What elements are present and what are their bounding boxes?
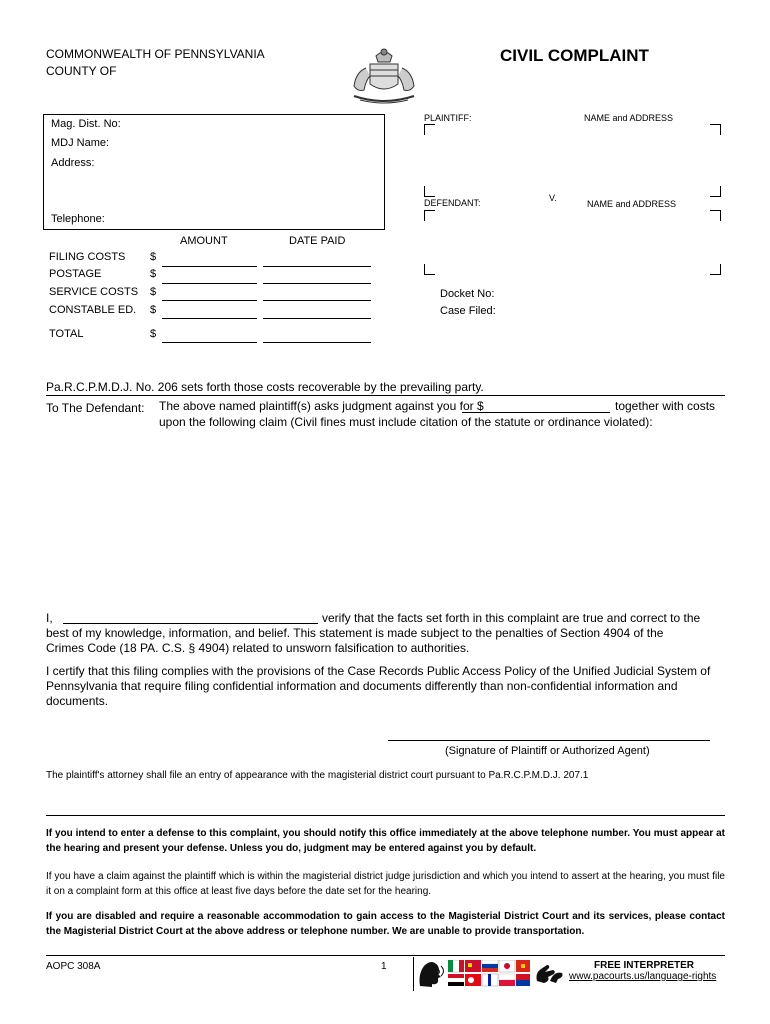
page-number: 1	[381, 961, 387, 972]
language-flags-icon	[448, 960, 530, 988]
verification-i: I,	[46, 611, 53, 625]
filing-costs-label: FILING COSTS	[49, 251, 126, 263]
mag-dist-no-label: Mag. Dist. No:	[51, 118, 121, 130]
defense-notice: If you intend to enter a defense to this complaint, you should notify this office immediately at the above telephone number. You must appear at the hearing and present your defense. Unless you do, judgment may be entered against you by default.	[46, 828, 725, 854]
form-code: AOPC 308A	[46, 961, 101, 972]
defendant-bracket-top-right	[710, 210, 721, 221]
postage-date-line[interactable]	[263, 283, 371, 284]
verification-text-line2: best of my knowledge, information, and belief. This statement is made subject to the penalties of Section 4904 of the	[46, 626, 664, 640]
defendant-bracket-top-left	[424, 210, 435, 221]
case-filed-label: Case Filed:	[440, 305, 496, 317]
defendant-bracket-bottom-right	[710, 264, 721, 275]
plaintiff-bracket-top-right	[710, 124, 721, 135]
total-date-line[interactable]	[263, 342, 371, 343]
court-info-box	[43, 114, 385, 230]
service-costs-currency: $	[150, 286, 157, 298]
commonwealth-heading: COMMONWEALTH OF PENNSYLVANIA	[46, 47, 265, 61]
plaintiff-bracket-bottom-left	[424, 186, 435, 197]
to-defendant-label: To The Defendant:	[46, 401, 145, 415]
total-currency: $	[150, 328, 157, 340]
mdj-name-label: MDJ Name:	[51, 137, 110, 149]
verifier-name-line[interactable]	[63, 623, 318, 624]
sign-language-icon	[534, 961, 564, 987]
filing-costs-amount-line[interactable]	[162, 266, 257, 267]
form-title: CIVIL COMPLAINT	[500, 46, 649, 65]
free-interpreter-label: FREE INTERPRETER	[594, 960, 695, 971]
service-costs-date-line[interactable]	[263, 300, 371, 301]
disability-notice: If you are disabled and require a reasonable accommodation to gain access to the Magisterial District Court and its services, please contact the Magisterial District Court at the above address or telephone number. We are unable to provide transportation.	[46, 911, 725, 937]
claim-instruction-text: upon the following claim (Civil fines must include citation of the statute or ordinance violated):	[159, 415, 653, 429]
pennsylvania-seal-icon	[346, 46, 422, 108]
service-costs-label: SERVICE COSTS	[49, 286, 139, 298]
filing-costs-currency: $	[150, 251, 157, 263]
amount-header: AMOUNT	[180, 235, 228, 247]
plaintiff-bracket-bottom-right	[710, 186, 721, 197]
county-heading: COUNTY OF	[46, 64, 117, 78]
public-access-certification: I certify that this filing complies with the provisions of the Case Records Public Access Policy of the Unified Judicial System of Pennsylvania that require filing confidential information and documents differently than non-confidential information and documents.	[46, 664, 711, 708]
verification-text-line1: verify that the facts set forth in this complaint are true and correct to the	[322, 611, 701, 625]
together-with-costs-text: together with costs	[615, 399, 716, 413]
total-amount-line[interactable]	[162, 342, 257, 343]
address-label: Address:	[51, 157, 95, 169]
date-paid-header: DATE PAID	[289, 235, 346, 247]
docket-no-label: Docket No:	[440, 288, 495, 300]
telephone-label: Telephone:	[51, 213, 105, 225]
defendant-name-address-label: NAME and ADDRESS	[587, 199, 677, 209]
defendant-label: DEFENDANT:	[424, 198, 481, 208]
constable-ed-label: CONSTABLE ED.	[49, 304, 137, 316]
versus-label: V.	[549, 193, 557, 203]
signature-caption: (Signature of Plaintiff or Authorized Agent)	[445, 745, 650, 757]
claim-amount-text: The above named plaintiff(s) asks judgment against you for $	[159, 399, 484, 413]
plaintiff-name-address-label: NAME and ADDRESS	[584, 113, 674, 123]
verification-text-line3: Crimes Code (18 PA. C.S. § 4904) related to unsworn falsification to authorities.	[46, 641, 470, 655]
footer-vertical-rule	[413, 957, 414, 991]
language-rights-link[interactable]: www.pacourts.us/language-rights	[569, 971, 717, 982]
constable-ed-date-line[interactable]	[263, 318, 371, 319]
counterclaim-notice: If you have a claim against the plaintiff which is within the magisterial district judge jurisdiction and which you intend to assert at the hearing, you must file it on a complaint form at this office at least five days before the date set for the hearing.	[46, 871, 725, 897]
postage-currency: $	[150, 268, 157, 280]
postage-label: POSTAGE	[49, 268, 102, 280]
claim-divider	[46, 395, 725, 396]
constable-ed-currency: $	[150, 304, 157, 316]
constable-ed-amount-line[interactable]	[162, 318, 257, 319]
service-costs-amount-line[interactable]	[162, 300, 257, 301]
notices-divider	[46, 815, 725, 816]
signature-line[interactable]	[388, 740, 710, 741]
speaking-head-icon	[416, 958, 444, 988]
recoverable-costs-rule: Pa.R.C.P.M.D.J. No. 206 sets forth those costs recoverable by the prevailing party.	[46, 380, 484, 394]
defendant-bracket-bottom-left	[424, 264, 435, 275]
plaintiff-label: PLAINTIFF:	[424, 113, 472, 123]
plaintiff-bracket-top-left	[424, 124, 435, 135]
filing-costs-date-line[interactable]	[263, 266, 371, 267]
claim-amount-line[interactable]	[462, 412, 610, 413]
total-label: TOTAL	[49, 328, 84, 340]
postage-amount-line[interactable]	[162, 283, 257, 284]
attorney-entry-note: The plaintiff's attorney shall file an entry of appearance with the magisterial district court pursuant to Pa.R.C.P.M.D.J. 207.1	[46, 770, 589, 781]
footer-divider	[46, 955, 725, 956]
